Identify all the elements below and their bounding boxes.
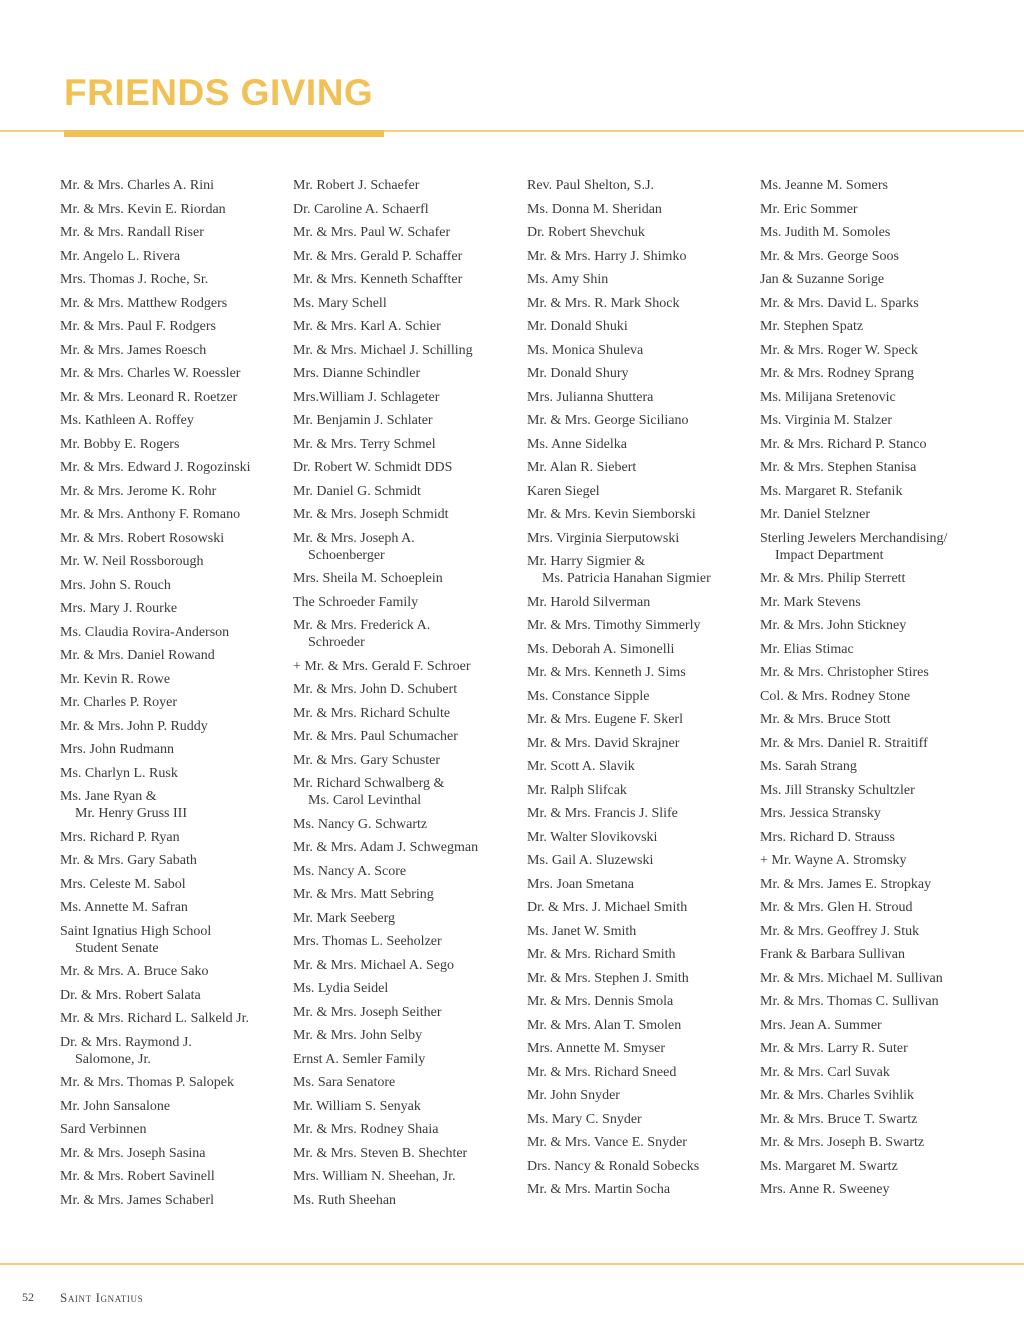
donor-column-1 bbox=[60, 177, 288, 1215]
donor-name: Ms. Ruth Sheehan bbox=[293, 1192, 397, 1208]
donor-name: Ms. Deborah A. Simonelli bbox=[527, 641, 675, 657]
donor-name: Mr. Scott A. Slavik bbox=[527, 759, 635, 774]
donor-name: Mr. & Mrs. Robert Rosowski bbox=[60, 530, 225, 546]
donor-name: Mr. & Mrs. Paul Schumacher bbox=[293, 729, 458, 744]
donor-name: Mr. & Mrs. Kenneth J. Sims bbox=[527, 665, 686, 680]
donor-name: Mr. Stephen Spatz bbox=[760, 319, 864, 334]
donor-name: Mrs. Annette M. Smyser bbox=[527, 1041, 666, 1056]
donor-name: Dr. & Mrs. Raymond J. Salomone, Jr. bbox=[60, 1034, 192, 1067]
donor-name: Mr. & Mrs. Michael M. Sullivan bbox=[760, 970, 943, 986]
donor-name: Mr. Walter Slovikovski bbox=[527, 829, 658, 845]
donor-name: Dr. & Mrs. J. Michael Smith bbox=[527, 900, 688, 915]
donor-name: Mr. & Mrs. A. Bruce Sako bbox=[60, 964, 209, 979]
donor-name: Sard Verbinnen bbox=[60, 1122, 147, 1137]
donor-name: Karen Siegel bbox=[527, 483, 600, 499]
donor-name: Mr. & Mrs. Thomas C. Sullivan bbox=[760, 994, 939, 1009]
donor-name: Mr. Robert J. Schaefer bbox=[293, 178, 420, 193]
donor-name: Mr. & Mrs. Geoffrey J. Stuk bbox=[760, 923, 920, 939]
donor-name: Mr. Harold Silverman bbox=[527, 594, 651, 610]
donor-name: Mr. Daniel Stelzner bbox=[760, 507, 871, 522]
donor-name: Drs. Nancy & Ronald Sobecks bbox=[527, 1158, 700, 1174]
header-accent-bar bbox=[64, 130, 384, 137]
donor-name: Ms. Gail A. Sluzewski bbox=[527, 853, 654, 868]
donor-name: Ms. Virginia M. Stalzer bbox=[760, 413, 893, 428]
donor-name: Ms. Anne Sidelka bbox=[527, 436, 627, 452]
donor-name: Mr. & Mrs. John D. Schubert bbox=[293, 682, 458, 697]
donor-name: Ms. Janet W. Smith bbox=[527, 923, 637, 939]
page-title: FRIENDS GIVING bbox=[64, 72, 374, 113]
donor-name: Mr. & Mrs. Terry Schmel bbox=[293, 436, 436, 452]
donor-name: Ms. Monica Shuleva bbox=[527, 342, 644, 358]
donor-name: Mr. & Mrs. John Stickney bbox=[760, 618, 907, 633]
donor-name: Mrs. Richard P. Ryan bbox=[60, 829, 180, 845]
donor-name: Sterling Jewelers Merchandising/ Impact Department bbox=[760, 530, 948, 563]
donor-name: Mr. & Mrs. James Schaberl bbox=[60, 1192, 214, 1208]
donor-name: Ms. Donna M. Sheridan bbox=[527, 201, 662, 217]
donor-name: Ms. Nancy A. Score bbox=[293, 863, 407, 879]
donor-name: Mr. & Mrs. Francis J. Slife bbox=[527, 806, 678, 821]
donor-name: Ms. Mary Schell bbox=[293, 295, 387, 311]
donor-name: Mrs. Mary J. Rourke bbox=[60, 601, 178, 616]
donor-name: Mr. Mark Stevens bbox=[760, 594, 861, 610]
donor-name: Mr. Richard Schwalberg & Ms. Carol Levinthal bbox=[293, 776, 445, 808]
donor-name: Mr. Donald Shuki bbox=[527, 319, 628, 334]
donor-name: Mr. & Mrs. George Soos bbox=[760, 248, 899, 264]
donor-name: Mrs.William J. Schlageter bbox=[293, 389, 440, 405]
donor-name: Ms. Milijana Sretenovic bbox=[760, 389, 896, 405]
donor-name: Mr. & Mrs. Alan T. Smolen bbox=[527, 1017, 682, 1033]
donor-name: Mrs. Anne R. Sweeney bbox=[760, 1182, 890, 1197]
donor-name: Col. & Mrs. Rodney Stone bbox=[760, 688, 911, 704]
donor-name: Mr. & Mrs. Eugene F. Skerl bbox=[527, 712, 683, 727]
publication-name: Saint Ignatius bbox=[60, 1290, 144, 1305]
donor-name: Mrs. Julianna Shuttera bbox=[527, 389, 654, 405]
donor-name: Mr. & Mrs. Thomas P. Salopek bbox=[60, 1075, 234, 1090]
donor-name: Mr. & Mrs. Timothy Simmerly bbox=[527, 618, 701, 633]
donor-name: Dr. & Mrs. Robert Salata bbox=[60, 987, 201, 1003]
donor-name: Mr. & Mrs. Richard Schulte bbox=[293, 705, 451, 721]
donor-name: Ms. Nancy G. Schwartz bbox=[293, 816, 428, 832]
donor-name: Ms. Margaret M. Swartz bbox=[760, 1158, 898, 1174]
donor-name: Mr. & Mrs. Kevin Siemborski bbox=[527, 507, 696, 522]
donor-name: Mrs. Sheila M. Schoeplein bbox=[293, 571, 443, 586]
donor-name: Rev. Paul Shelton, S.J. bbox=[527, 178, 655, 193]
donor-name: + Mr. Wayne A. Stromsky bbox=[760, 853, 907, 868]
donor-name: Mr. & Mrs. Karl A. Schier bbox=[293, 319, 441, 334]
donor-column-3 bbox=[527, 177, 755, 1205]
donor-name: Mr. Eric Sommer bbox=[760, 201, 858, 217]
donor-name: Ms. Kathleen A. Roffey bbox=[60, 413, 194, 428]
donor-name: Mr. & Mrs. Rodney Shaia bbox=[293, 1122, 439, 1137]
donor-name: Mrs. Joan Smetana bbox=[527, 876, 634, 892]
donor-name: Mrs. Thomas L. Seeholzer bbox=[293, 934, 442, 949]
donor-name: Ms. Lydia Seidel bbox=[293, 981, 389, 996]
donor-name: Mr. Daniel G. Schmidt bbox=[293, 483, 421, 499]
donor-name: Mr. Ralph Slifcak bbox=[527, 782, 627, 798]
donor-name: Mr. John Sansalone bbox=[60, 1098, 171, 1114]
donor-name: Mr. Kevin R. Rowe bbox=[60, 671, 171, 687]
donor-name: Mr. & Mrs. Charles Svihlik bbox=[760, 1088, 915, 1103]
donor-name: Mr. & Mrs. Rodney Sprang bbox=[760, 366, 914, 381]
donor-name: Ms. Constance Sipple bbox=[527, 688, 650, 704]
donor-name: Ms. Sara Senatore bbox=[293, 1075, 396, 1090]
donor-name: Dr. Robert W. Schmidt DDS bbox=[293, 460, 453, 475]
donor-column-4 bbox=[760, 177, 988, 1205]
footer-rule bbox=[0, 1263, 1024, 1265]
donor-name: Mr. & Mrs. David L. Sparks bbox=[760, 295, 919, 311]
donor-name: Mr. & Mrs. Harry J. Shimko bbox=[527, 248, 687, 264]
donor-name: Mr. & Mrs. Richard Smith bbox=[527, 947, 676, 962]
donor-name: Mr. Alan R. Siebert bbox=[527, 460, 637, 475]
donor-name: The Schroeder Family bbox=[293, 594, 419, 610]
donor-name: Ms. Sarah Strang bbox=[760, 759, 857, 774]
donor-name: Mr. & Mrs. Richard L. Salkeld Jr. bbox=[60, 1011, 249, 1026]
donor-name: Dr. Caroline A. Schaerfl bbox=[293, 201, 429, 217]
donor-name: Mr. & Mrs. Michael A. Sego bbox=[293, 957, 454, 973]
donor-name: Mr. & Mrs. Charles A. Rini bbox=[60, 178, 215, 193]
donor-name: Mr. & Mrs. Matthew Rodgers bbox=[60, 295, 228, 311]
donor-name: Mr. & Mrs. Joseph Schmidt bbox=[293, 507, 449, 522]
donor-name: Mr. & Mrs. Gary Schuster bbox=[293, 752, 440, 768]
donor-name: Jan & Suzanne Sorige bbox=[760, 272, 885, 287]
donor-name: Mr. & Mrs. Charles W. Roessler bbox=[60, 366, 241, 381]
donor-name: Mr. W. Neil Rossborough bbox=[60, 554, 204, 569]
donor-name: Mrs. Richard D. Strauss bbox=[760, 829, 895, 845]
donor-name: Mrs. Virginia Sierputowski bbox=[527, 530, 680, 546]
donor-name: Mr. Bobby E. Rogers bbox=[60, 436, 180, 452]
donor-name: Mr. & Mrs. Dennis Smola bbox=[527, 994, 674, 1009]
donor-name: Mr. Benjamin J. Schlater bbox=[293, 413, 433, 428]
donor-name: Ms. Judith M. Somoles bbox=[760, 225, 891, 240]
donor-name: Mrs. Jessica Stransky bbox=[760, 806, 881, 821]
donor-name: Mr. & Mrs. Kenneth Schaffter bbox=[293, 272, 463, 287]
donor-name: Mr. & Mrs. Daniel Rowand bbox=[60, 648, 215, 663]
donor-name: Mrs. Dianne Schindler bbox=[293, 366, 421, 381]
donor-name: Mr. & Mrs. Gerald P. Schaffer bbox=[293, 248, 463, 264]
donor-name: Ms. Mary C. Snyder bbox=[527, 1111, 642, 1127]
donor-name: Mr. & Mrs. Joseph Sasina bbox=[60, 1145, 206, 1161]
donor-name: Saint Ignatius High School Student Senate bbox=[60, 923, 212, 956]
donor-name: Mr. & Mrs. Steven B. Shechter bbox=[293, 1145, 468, 1161]
donor-name: Mr. & Mrs. Bruce Stott bbox=[760, 712, 891, 727]
donor-name: Mr. & Mrs. Michael J. Schilling bbox=[293, 342, 473, 358]
donor-name: Mr. & Mrs. Richard Sneed bbox=[527, 1064, 677, 1080]
donor-name: Ernst A. Semler Family bbox=[293, 1051, 426, 1067]
donor-name: Mr. & Mrs. Christopher Stires bbox=[760, 665, 929, 680]
donor-name: Mr. & Mrs. Gary Sabath bbox=[60, 853, 197, 868]
donor-name: Mr. & Mrs. Robert Savinell bbox=[60, 1169, 215, 1184]
donor-name: Mr. & Mrs. James E. Stropkay bbox=[760, 876, 932, 892]
donor-name: Ms. Charlyn L. Rusk bbox=[60, 765, 178, 781]
donor-name: Mrs. William N. Sheehan, Jr. bbox=[293, 1169, 456, 1184]
donor-name: Mr. & Mrs. Bruce T. Swartz bbox=[760, 1111, 918, 1127]
donor-name: Mrs. John S. Rouch bbox=[60, 577, 171, 593]
donor-name: Mr. & Mrs. Stephen Stanisa bbox=[760, 460, 917, 475]
donor-name: Mr. & Mrs. Randall Riser bbox=[60, 225, 204, 240]
donor-name: Mrs. Celeste M. Sabol bbox=[60, 876, 186, 892]
donor-name: Mrs. Jean A. Summer bbox=[760, 1017, 882, 1033]
donor-name: Mr. & Mrs. Stephen J. Smith bbox=[527, 970, 689, 986]
donor-name: Ms. Jane Ryan & Mr. Henry Gruss III bbox=[60, 789, 187, 821]
donor-name: Mr. & Mrs. Philip Sterrett bbox=[760, 571, 906, 586]
donor-name: Mr. & Mrs. Kevin E. Riordan bbox=[60, 201, 226, 217]
donor-name: Ms. Jeanne M. Somers bbox=[760, 178, 888, 193]
donor-column-2 bbox=[293, 177, 521, 1215]
donor-name: Mr. Charles P. Royer bbox=[60, 695, 178, 710]
donor-name: Mr. & Mrs. Joseph A. Schoenberger bbox=[293, 530, 415, 563]
donor-name: Mr. & Mrs. Roger W. Speck bbox=[760, 342, 918, 358]
donor-name: Ms. Jill Stransky Schultzler bbox=[760, 782, 915, 798]
donor-name: Mr. & Mrs. Richard P. Stanco bbox=[760, 436, 927, 452]
donor-name: Mr. Elias Stimac bbox=[760, 641, 854, 657]
donor-name: Mr. & Mrs. Paul F. Rodgers bbox=[60, 319, 217, 334]
donor-name: Mr. & Mrs. James Roesch bbox=[60, 342, 207, 358]
donor-name: Ms. Amy Shin bbox=[527, 272, 609, 287]
donor-name: Mrs. John Rudmann bbox=[60, 742, 174, 757]
donor-name: Mr. & Mrs. Edward J. Rogozinski bbox=[60, 460, 251, 475]
donor-name: Mr. & Mrs. Larry R. Suter bbox=[760, 1041, 908, 1056]
donor-name: Mr. & Mrs. Frederick A. Schroeder bbox=[293, 618, 431, 650]
donor-name: Mr. Mark Seeberg bbox=[293, 910, 395, 926]
donor-name: Mr. Harry Sigmier & Ms. Patricia Hanahan Sigmier bbox=[527, 554, 711, 586]
donor-name: Mr. & Mrs. Joseph Seither bbox=[293, 1004, 442, 1020]
donor-name: Mr. William S. Senyak bbox=[293, 1098, 421, 1114]
donor-name: Frank & Barbara Sullivan bbox=[760, 947, 906, 962]
donor-name: Mr. & Mrs. Vance E. Snyder bbox=[527, 1135, 687, 1150]
donor-name: Ms. Annette M. Safran bbox=[60, 900, 188, 915]
donor-name: Mr. & Mrs. George Siciliano bbox=[527, 413, 689, 428]
donor-name: Mrs. Thomas J. Roche, Sr. bbox=[60, 272, 209, 287]
donor-name: Mr. Angelo L. Rivera bbox=[60, 248, 181, 264]
donor-name: + Mr. & Mrs. Gerald F. Schroer bbox=[293, 658, 471, 674]
donor-name: Mr. & Mrs. Martin Socha bbox=[527, 1182, 671, 1197]
donor-name: Mr. & Mrs. Adam J. Schwegman bbox=[293, 840, 479, 855]
donor-name: Mr. & Mrs. John P. Ruddy bbox=[60, 718, 208, 734]
donor-name: Dr. Robert Shevchuk bbox=[527, 225, 645, 240]
donor-name: Mr. & Mrs. Daniel R. Straitiff bbox=[760, 735, 928, 751]
donor-name: Ms. Claudia Rovira-Anderson bbox=[60, 624, 230, 640]
donor-name: Mr. Donald Shury bbox=[527, 366, 629, 381]
donor-name: Mr. & Mrs. Leonard R. Roetzer bbox=[60, 389, 238, 405]
page-number: 52 bbox=[22, 1290, 34, 1304]
donor-name: Mr. & Mrs. David Skrajner bbox=[527, 735, 680, 751]
donor-name: Mr. & Mrs. Jerome K. Rohr bbox=[60, 483, 217, 499]
donor-name: Ms. Margaret R. Stefanik bbox=[760, 483, 903, 499]
donor-name: Mr. & Mrs. Joseph B. Swartz bbox=[760, 1135, 925, 1150]
donor-name: Mr. & Mrs. Paul W. Schafer bbox=[293, 225, 451, 240]
donor-name: Mr. & Mrs. Carl Suvak bbox=[760, 1064, 890, 1080]
donor-name: Mr. & Mrs. John Selby bbox=[293, 1028, 423, 1043]
donor-name: Mr. & Mrs. Anthony F. Romano bbox=[60, 507, 241, 522]
donor-name: Mr. & Mrs. Matt Sebring bbox=[293, 887, 434, 902]
donor-name: Mr. & Mrs. R. Mark Shock bbox=[527, 295, 680, 311]
donor-name: Mr. & Mrs. Glen H. Stroud bbox=[760, 900, 913, 915]
donor-name: Mr. John Snyder bbox=[527, 1088, 620, 1103]
